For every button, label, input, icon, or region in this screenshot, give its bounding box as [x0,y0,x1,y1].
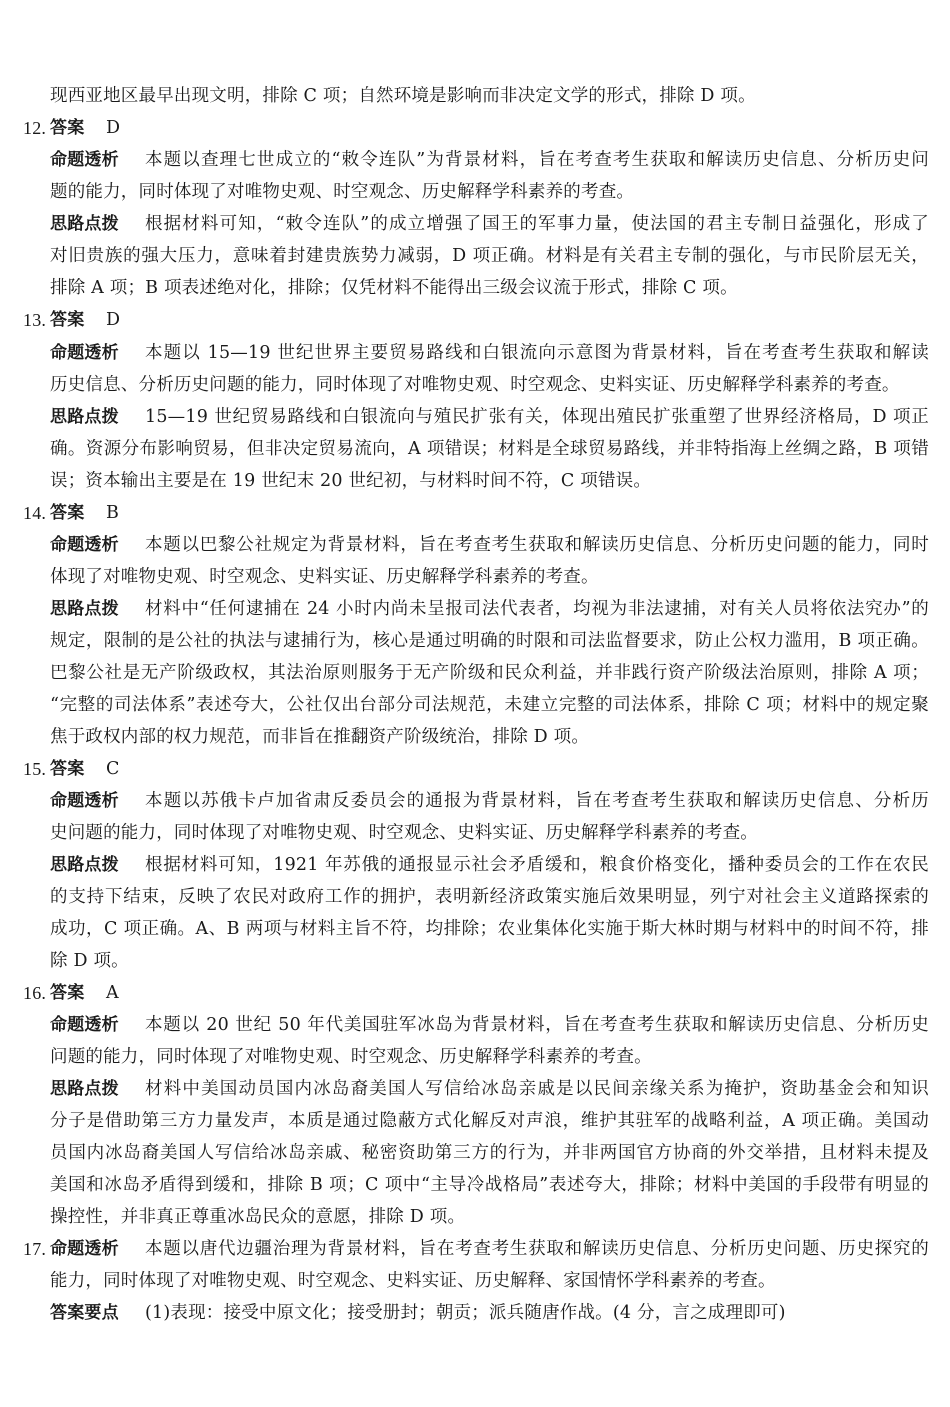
analysis-label: 命题透析 [50,150,119,170]
paragraph-text: 题的能力，同时体现了对唯物史观、时空观念、历史解释学科素养的考查。 [50,182,635,202]
paragraph-text: 历史信息、分析历史问题的能力，同时体现了对唯物史观、时空观念、史料实证、历史解释学科素养的考查。 [50,375,900,395]
answer-value: B [106,503,120,523]
paragraph-text: 史问题的能力，同时体现了对唯物史观、时空观念、史料实证、历史解释学科素养的考查。 [50,823,758,843]
paragraph-text: 本题以 15—19 世纪世界主要贸易路线和白银流向示意图为背景材料，旨在考查考生获取和解读 [145,343,929,363]
question-number: 14. [23,503,47,523]
thinking-label: 思路点拨 [50,855,119,875]
answer-label: 答案 [50,310,85,330]
paragraph-text: 根据材料可知，“敕令连队”的成立增强了国王的军事力量，使法国的君主专制日益强化，形成了 [145,214,929,234]
paragraph-text: 体现了对唯物史观、时空观念、史料实证、历史解释学科素养的考查。 [50,567,599,587]
paragraph-text: “完整的司法体系”表述夸大，公社仅出台部分司法规范，未建立完整的司法体系，排除 C 项；材料中的规定聚 [50,695,929,715]
paragraph-text: 本题以查理七世成立的“敕令连队”为背景材料，旨在考查考生获取和解读历史信息、分析历史问 [145,150,929,170]
answer-value: D [106,118,121,138]
paragraph-text: 成功，C 项正确。A、B 两项与材料主旨不符，均排除；农业集体化实施于斯大林时期与材料中的时间不符，排 [50,919,929,939]
paragraph-text: 材料中“任何逮捕在 24 小时内尚未呈报司法代表者，均视为非法逮捕，对有关人员将依法究办”的 [145,599,929,619]
paragraph-text: 误；资本输出主要是在 19 世纪末 20 世纪初，与材料时间不符，C 项错误。 [50,471,652,491]
paragraph-text: 本题以苏俄卡卢加省肃反委员会的通报为背景材料，旨在考查考生获取和解读历史信息、分析历 [145,791,929,811]
paragraph-text: 对旧贵族的强大压力，意味着封建贵族势力减弱，D 项正确。材料是有关君主专制的强化，与市民阶层无关， [50,246,929,266]
paragraph-text: 根据材料可知，1921 年苏俄的通报显示社会矛盾缓和，粮食价格变化，播种委员会的工作在农民 [145,855,929,875]
paragraph-text: (1)表现：接受中原文化；接受册封；朝贡；派兵随唐作战。(4 分，言之成理即可) [145,1303,786,1323]
paragraph-text: 的支持下结束，反映了农民对政府工作的拥护，表明新经济政策实施后效果明显，列宁对社会主义道路探索的 [50,887,929,907]
paragraph-text: 问题的能力，同时体现了对唯物史观、时空观念、历史解释学科素养的考查。 [50,1047,652,1067]
paragraph-text: 材料中美国动员国内冰岛裔美国人写信给冰岛亲戚是以民间亲缘关系为掩护，资助基金会和知识 [145,1079,929,1099]
paragraph-text: 本题以 20 世纪 50 年代美国驻军冰岛为背景材料，旨在考查考生获取和解读历史信息、分析历史 [145,1015,929,1035]
answer-label: 答案 [50,983,85,1003]
paragraph-text: 本题以唐代边疆治理为背景材料，旨在考查考生获取和解读历史信息、分析历史问题、历史探究的 [145,1239,929,1259]
answer-label: 答案 [50,503,85,523]
question-number: 16. [23,983,47,1003]
answer-label: 答案 [50,759,85,779]
paragraph-text: 确。资源分布影响贸易，但非决定贸易流向，A 项错误；材料是全球贸易路线，并非特指海上丝绸之路，B 项错 [50,439,929,459]
paragraph-text: 15—19 世纪贸易路线和白银流向与殖民扩张有关，体现出殖民扩张重塑了世界经济格局，D 项正 [145,407,929,427]
paragraph-text: 除 D 项。 [50,951,129,971]
paragraph-text: 分子是借助第三方力量发声，本质是通过隐蔽方式化解反对声浪，维护其驻军的战略利益，A 项正确。美国动 [50,1111,929,1131]
answer-label: 答案 [50,118,85,138]
thinking-label: 思路点拨 [50,599,119,619]
analysis-label: 命题透析 [50,343,119,363]
paragraph-text: 美国和冰岛矛盾得到缓和，排除 B 项；C 项中“主导冷战格局”表述夸大，排除；材料中美国的手段带有明显的 [50,1175,929,1195]
analysis-label: 命题透析 [50,1239,119,1259]
analysis-label: 命题透析 [50,791,119,811]
paragraph-text: 操控性，并非真正尊重冰岛民众的意愿，排除 D 项。 [50,1207,466,1227]
thinking-label: 思路点拨 [50,1079,119,1099]
analysis-label: 命题透析 [50,1015,119,1035]
answer-value: C [106,759,120,779]
answer-key-label: 答案要点 [50,1303,119,1323]
paragraph-text: 员国内冰岛裔美国人写信给冰岛亲戚、秘密资助第三方的行为，并非两国官方协商的外交举措，且材料未提及 [50,1143,929,1163]
paragraph-text: 本题以巴黎公社规定为背景材料，旨在考查考生获取和解读历史信息、分析历史问题的能力，同时 [145,535,929,555]
paragraph-text: 排除 A 项；B 项表述绝对化，排除；仅凭材料不能得出三级会议流于形式，排除 C 项。 [50,278,738,298]
analysis-label: 命题透析 [50,535,119,555]
answer-value: D [106,310,121,330]
paragraph-text: 现西亚地区最早出现文明，排除 C 项；自然环境是影响而非决定文学的形式，排除 D 项。 [50,86,756,106]
question-number: 17. [23,1239,47,1259]
question-number: 12. [23,118,47,138]
question-number: 13. [23,310,47,330]
paragraph-text: 规定，限制的是公社的执法与逮捕行为，核心是通过明确的时限和司法监督要求，防止公权力滥用，B 项正确。 [50,631,929,651]
thinking-label: 思路点拨 [50,214,119,234]
thinking-label: 思路点拨 [50,407,119,427]
paragraph-text: 焦于政权内部的权力规范，而非旨在推翻资产阶级统治，排除 D 项。 [50,727,590,747]
paragraph-text: 巴黎公社是无产阶级政权，其法治原则服务于无产阶级和民众利益，并非践行资产阶级法治原则，排除 A 项； [50,663,929,683]
answer-value: A [106,983,119,1003]
paragraph-text: 能力，同时体现了对唯物史观、时空观念、史料实证、历史解释、家国情怀学科素养的考查。 [50,1271,776,1291]
question-number: 15. [23,759,47,779]
